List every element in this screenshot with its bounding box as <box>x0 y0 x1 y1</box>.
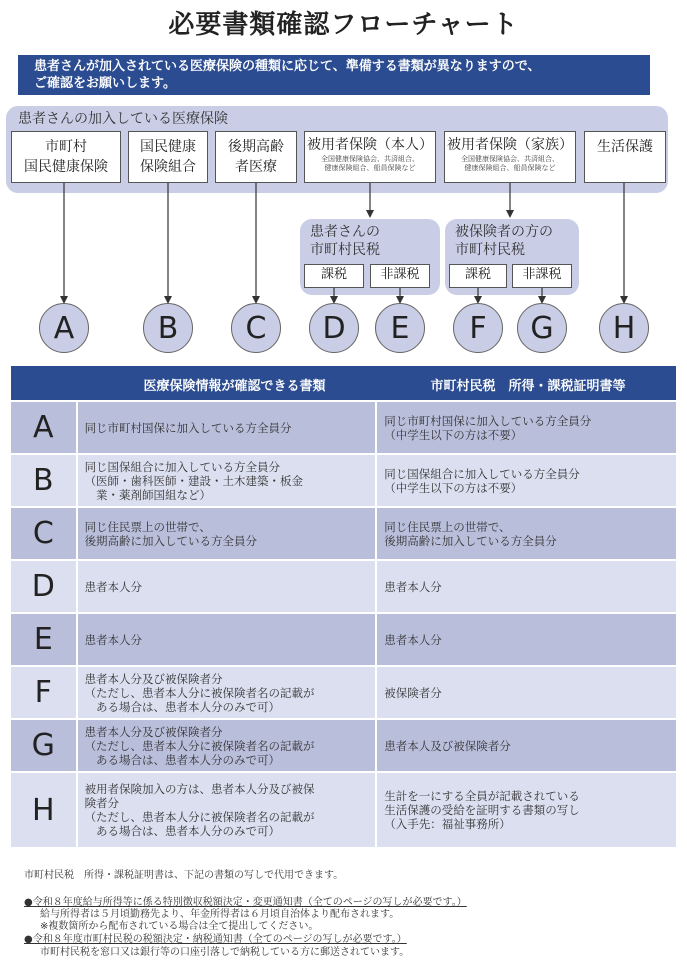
table-row <box>11 720 676 771</box>
row-letter: H <box>32 792 55 828</box>
row-letter: C <box>32 516 54 551</box>
insured-tax-title-line: 被保険者の方の <box>455 224 553 240</box>
insured-untaxed-box: 非課税 <box>512 264 572 288</box>
patient-tax-title-line: 患者さんの <box>310 224 380 240</box>
note-item-1-title: ●令和８年度給与所得等に係る特別徴収税額決定・変更通知書（全てのページの写しが必要です。） <box>24 897 467 908</box>
note-item-2-title: ●令和８年度市町村民税の税額決定・納税通知書（全てのページの写しが必要です。） <box>24 934 407 945</box>
insurance-panel-title: 患者さんの加入している医療保険 <box>18 111 228 127</box>
table-row <box>11 508 676 559</box>
circle-h: H <box>599 303 649 353</box>
insurance-box-sub: 全国健康保険協会、共済組合、 <box>461 155 559 163</box>
notes-heading: 市町村民税 所得・課税証明書は、下記の書類の写しで代用できます。 <box>24 870 344 881</box>
insurance-box-label: 保険組合 <box>140 159 196 175</box>
insurance-box-label: 生活保護 <box>597 139 653 155</box>
patient-taxed-box: 課税 <box>304 264 364 288</box>
insurance-box-label: 国民健康保険 <box>24 159 108 175</box>
intro-line-2: ご確認をお願いします。 <box>34 76 176 91</box>
circle-b: B <box>143 303 193 353</box>
circle-f: F <box>453 303 503 353</box>
row-letter: G <box>31 728 55 763</box>
row-doc: 患者本人分及び被保険者分 （ただし、患者本人分に被保険者名の記載が ある場合は、患者本人分のみで可） <box>84 724 315 767</box>
row-doc: 同じ住民票上の世帯で、 後期高齢に加入している方全員分 <box>84 519 258 548</box>
circle-g: G <box>517 303 567 353</box>
table-row <box>11 614 676 665</box>
row-tax: 患者本人分 <box>384 579 442 594</box>
table-row <box>11 773 676 847</box>
note-item-1-line-1: 給与所得者は５月頃勤務先より、年金所得者は６月頃自治体より配布されます。 <box>40 909 400 920</box>
circle-a: A <box>39 303 89 353</box>
row-tax: 同じ市町村国保に加入している方全員分 （中学生以下の方は不要） <box>384 413 592 442</box>
intro-line-1: 患者さんが加入されている医療保険の種類に応じて、準備する書類が異なりますので、 <box>34 59 541 74</box>
row-letter: A <box>33 410 54 445</box>
insurance-box-label: 国民健康 <box>140 139 196 155</box>
row-tax: 生計を一にする全員が記載されている 生活保護の受給を証明する書類の写し （入手先：福祉事務所） <box>384 789 580 831</box>
row-tax: 被保険者分 <box>384 685 442 700</box>
table-row <box>11 455 676 506</box>
row-tax: 患者本人及び被保険者分 <box>384 738 511 753</box>
insured-taxed-box: 課税 <box>449 264 507 288</box>
insurance-box-label: 者医療 <box>235 159 277 175</box>
insurance-box-sub: 健康保険組合、船員保険など <box>324 164 416 172</box>
insurance-box-label: 被用者保険（本人） <box>307 137 433 153</box>
page-title: 必要書類確認フローチャート <box>168 10 519 40</box>
row-doc: 患者本人分 <box>84 632 143 647</box>
insurance-box-label: 被用者保険（家族） <box>447 137 573 153</box>
row-tax: 同じ国保組合に加入している方全員分 （中学生以下の方は不要） <box>384 466 580 495</box>
table-header-col1: 医療保険情報が確認できる書類 <box>143 379 326 394</box>
patient-tax-title-line: 市町村民税 <box>310 242 380 258</box>
row-tax: 同じ住民票上の世帯で、 後期高齢に加入している方全員分 <box>384 519 557 548</box>
table-row <box>11 667 676 718</box>
table-row <box>11 561 676 612</box>
note-item-2-line-1: 市町村民税を窓口又は銀行等の口座引落しで納税している方に郵送されています。 <box>40 947 410 958</box>
note-item-1-line-2: ※複数箇所から配布されている場合は全て提出してください。 <box>40 921 319 932</box>
row-doc: 同じ国保組合に加入している方全員分 （医師・歯科医師・建設・土木建築・板金 業・薬剤師国組など） <box>84 459 304 502</box>
insurance-box-label: 市町村 <box>45 139 87 155</box>
row-letter: F <box>34 675 52 710</box>
insurance-box-sub: 全国健康保険協会、共済組合、 <box>321 155 419 163</box>
row-letter: B <box>33 463 54 498</box>
row-letter: D <box>31 569 55 604</box>
insured-tax-title-line: 市町村民税 <box>455 242 525 258</box>
row-doc: 被用者保険加入の方は、患者本人分及び被保 険者分 （ただし、患者本人分に被保険者名の記載が ある場合は、患者本人分のみで可） <box>84 782 315 838</box>
row-letter: E <box>33 622 53 657</box>
circle-d: D <box>309 303 359 353</box>
table-header-col2: 市町村民税 所得・課税証明書等 <box>430 379 626 394</box>
circle-c: C <box>231 303 281 353</box>
circle-e: E <box>375 303 425 353</box>
table-row <box>11 402 676 453</box>
patient-untaxed-box: 非課税 <box>370 264 430 288</box>
row-doc: 患者本人分 <box>84 579 143 594</box>
row-tax: 患者本人分 <box>384 632 442 647</box>
insurance-box-label: 後期高齢 <box>228 139 284 155</box>
row-doc: 患者本人分及び被保険者分 （ただし、患者本人分に被保険者名の記載が ある場合は、患者本人分のみで可） <box>84 671 315 714</box>
insurance-box-sub: 健康保険組合、船員保険など <box>464 164 556 172</box>
row-doc: 同じ市町村国保に加入している方全員分 <box>84 420 292 435</box>
